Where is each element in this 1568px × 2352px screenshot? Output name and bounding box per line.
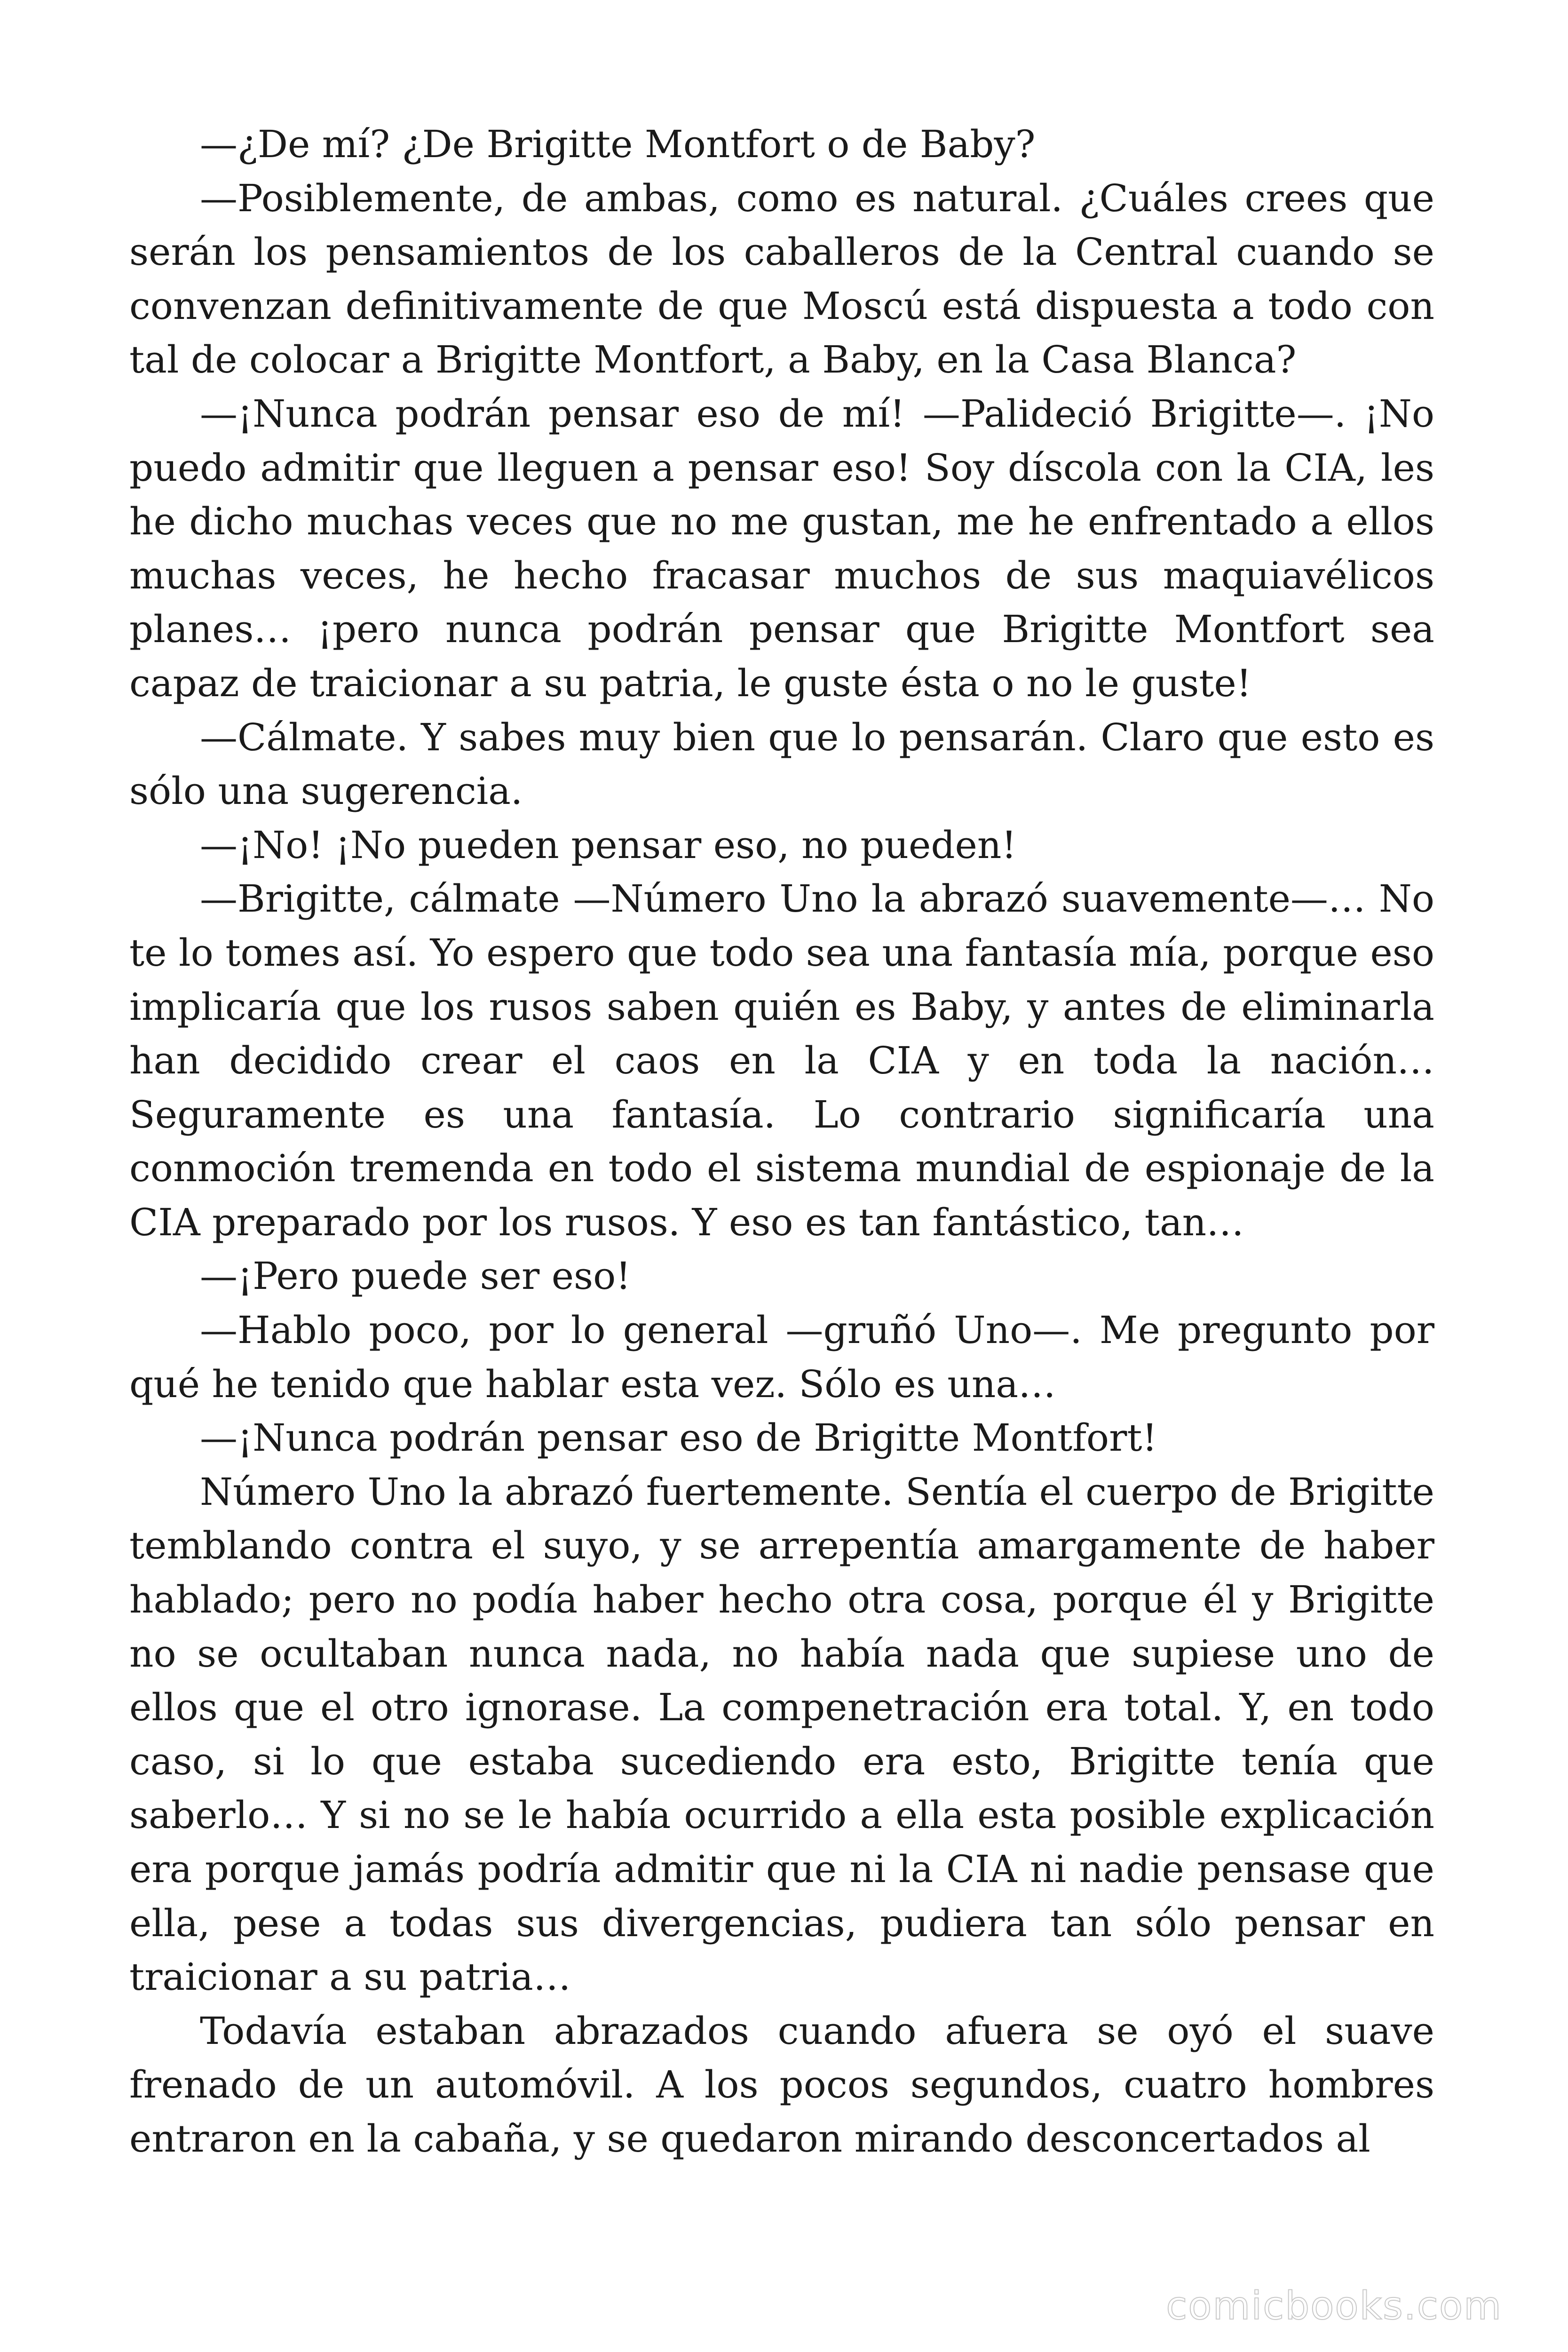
paragraph: Todavía estaban abrazados cuando afuera se oyó el suave frenado de un automóvil. A los pocos segundos, cuatro hombres entraron en la cabaña, y se quedaron mirando desconcertados al <box>129 2009 1434 2161</box>
paragraph: —Hablo poco, por lo general —gruñó Uno—. Me pregunto por qué he tenido que hablar esta vez. Sólo es una… <box>129 1308 1434 1406</box>
paragraph: —¡Pero puede ser eso! <box>200 1254 631 1298</box>
paragraph: —¡No! ¡No pueden pensar eso, no pueden! <box>200 823 1017 867</box>
paragraph: —Cálmate. Y sabes muy bien que lo pensarán. Claro que esto es sólo una sugerencia. <box>129 715 1434 813</box>
page-text <box>129 118 1434 2166</box>
paragraph: Número Uno la abrazó fuertemente. Sentía el cuerpo de Brigitte temblando contra el suyo, y se arrepentía amargamente de haber hablado; pero no podía haber hecho otra cosa, porque él y Brigitte no se ocultaban nunca nada, no había nada que supiese uno de ellos que el otro ignorase. La compenetración era total. Y, en todo caso, si lo que estaba sucediendo era esto, Brigitte tenía que saberlo… Y si no se le había ocurrido a ella esta posible explicación era porque jamás podría admitir que ni la CIA ni nadie pensase que ella, pese a todas sus divergencias, pudiera tan sólo pensar en traicionar a su patria… <box>129 1470 1434 1999</box>
watermark-text: comicbooks.com <box>1166 2284 1502 2328</box>
paragraph: —¡Nunca podrán pensar eso de Brigitte Montfort! <box>200 1416 1157 1460</box>
paragraph: —Posiblemente, de ambas, como es natural. ¿Cuáles crees que serán los pensamientos de los caballeros de la Central cuando se convenzan definitivamente de que Moscú está dispuesta a todo con tal de colocar a Brigitte Montfort, a Baby, en la Casa Blanca? <box>129 176 1434 382</box>
paragraph: —Brigitte, cálmate —Número Uno la abrazó suavemente—… No te lo tomes así. Yo espero que todo sea una fantasía mía, porque eso implicaría que los rusos saben quién es Baby, y antes de eliminarla han decidido crear el caos en la CIA y en toda la nación… Seguramente es una fantasía. Lo contrario significaría una conmoción tremenda en todo el sistema mundial de espionaje de la CIA preparado por los rusos. Y eso es tan fantástico, tan… <box>129 877 1434 1244</box>
paragraph: —¿De mí? ¿De Brigitte Montfort o de Baby? <box>200 122 1036 166</box>
paragraph: —¡Nunca podrán pensar eso de mí! —Palideció Brigitte—. ¡No puedo admitir que lleguen a pensar eso! Soy díscola con la CIA, les he dicho muchas veces que no me gustan, me he enfrentado a ellos muchas veces, he hecho fracasar muchos de sus maquiavélicos planes… ¡pero nunca podrán pensar que Brigitte Montfort sea capaz de traicionar a su patria, le guste ésta o no le guste! <box>129 391 1434 705</box>
